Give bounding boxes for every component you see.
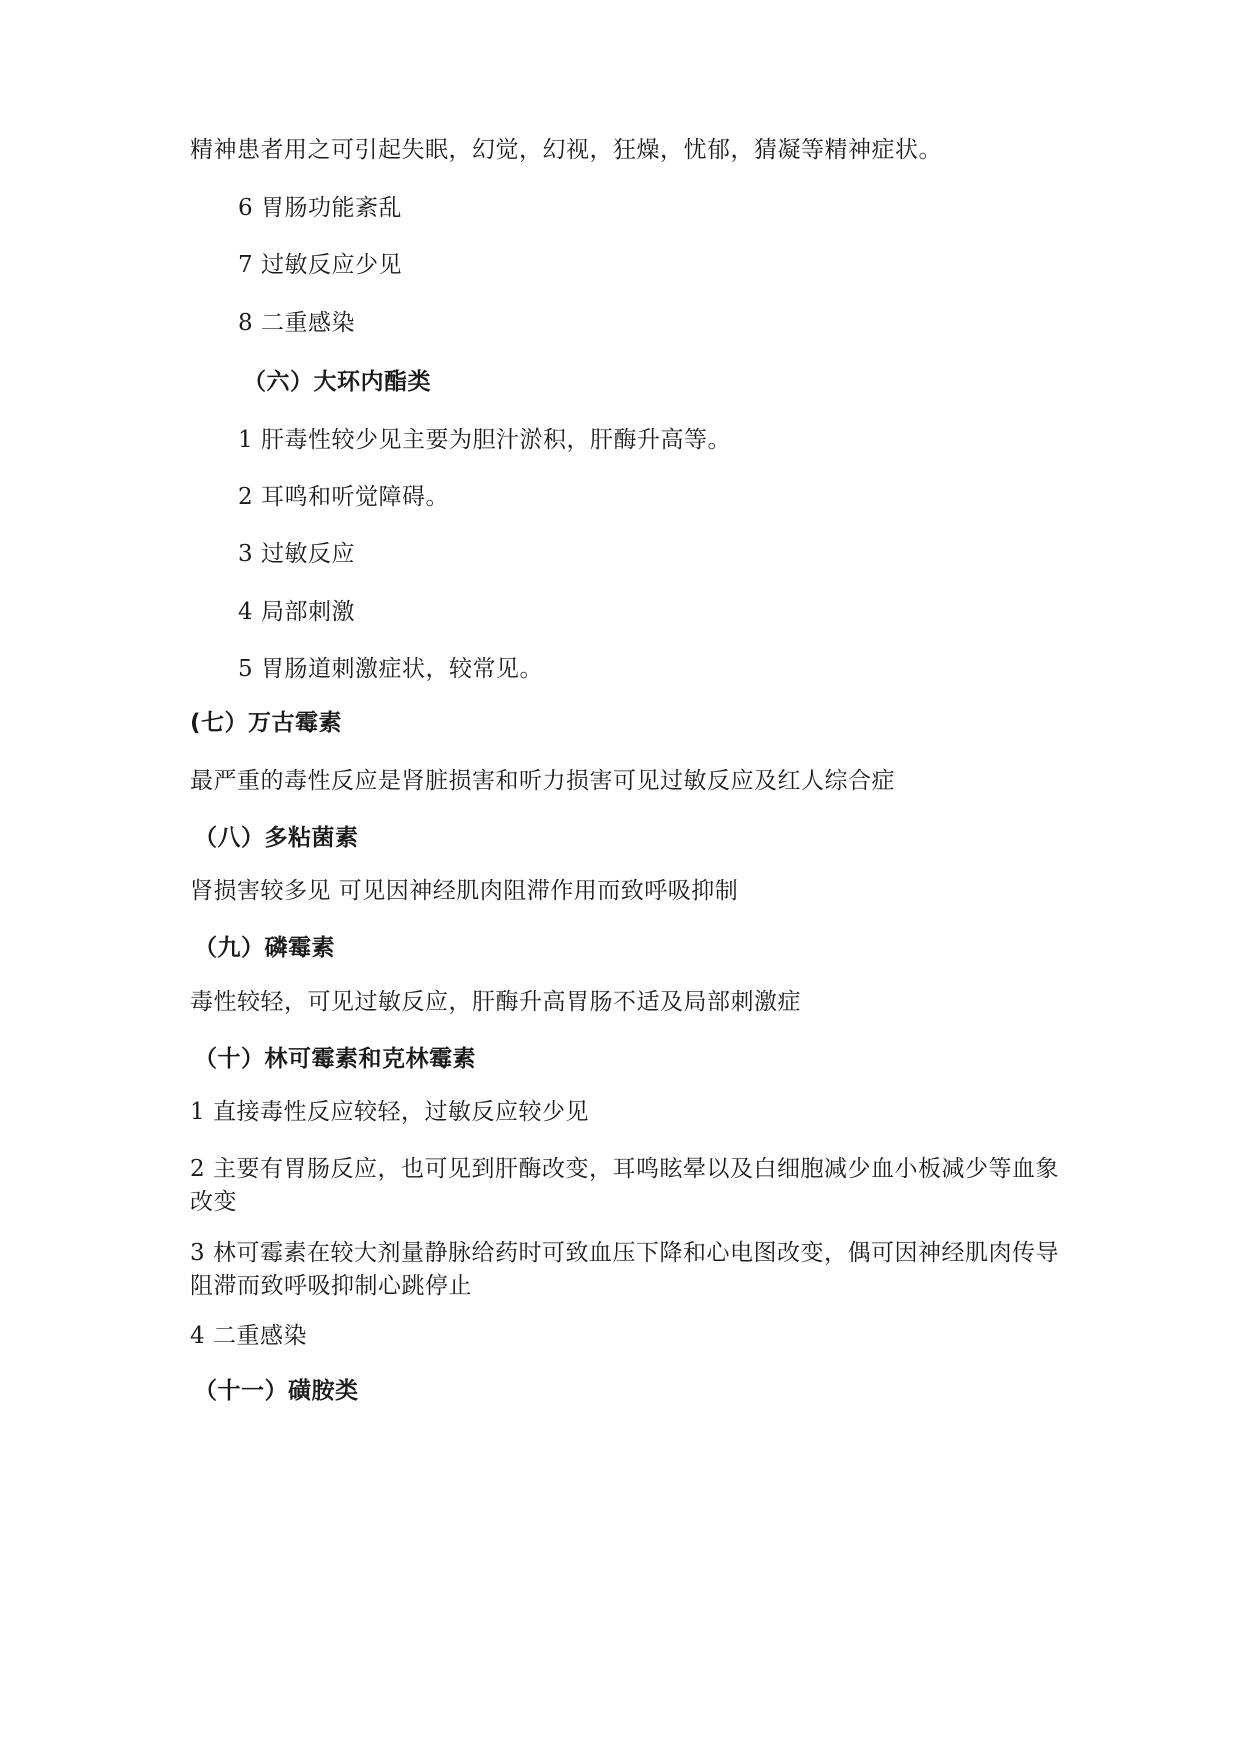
list-item: 6 胃肠功能紊乱: [238, 195, 402, 221]
list-item: 4 局部刺激: [238, 599, 355, 625]
section-heading: （九）磷霉素: [194, 935, 335, 961]
list-item: 1 肝毒性较少见主要为胆汁淤积，肝酶升高等。: [238, 427, 731, 453]
section-heading: （六）大环内酯类: [243, 369, 431, 395]
list-item: 8 二重感染: [238, 310, 355, 336]
list-item: 1 直接毒性反应较轻，过敏反应较少见: [190, 1099, 589, 1125]
section-heading: (七）万古霉素: [190, 710, 343, 736]
list-item: 5 胃肠道刺激症状，较常见。: [238, 656, 543, 682]
list-item: 2 主要有胃肠反应，也可见到肝酶改变，耳鸣眩晕以及白细胞减少血小板减少等血象改变: [190, 1156, 1059, 1215]
section-heading: （十一）磺胺类: [194, 1378, 359, 1404]
paragraph: 最严重的毒性反应是肾脏损害和听力损害可见过敏反应及红人综合症: [190, 768, 895, 794]
list-item: 3 林可霉素在较大剂量静脉给药时可致血压下降和心电图改变，偶可因神经肌肉传导阻滞而致呼吸抑制心跳停止: [190, 1240, 1059, 1299]
list-item: 7 过敏反应少见: [238, 252, 402, 278]
paragraph: 精神患者用之可引起失眠，幻觉，幻视，狂燥，忧郁，猜凝等精神症状。: [190, 137, 942, 163]
list-item: 4 二重感染: [190, 1323, 307, 1349]
paragraph: 肾损害较多见 可见因神经肌肉阻滞作用而致呼吸抑制: [190, 878, 739, 904]
section-heading: （八）多粘菌素: [194, 825, 359, 851]
paragraph: 毒性较轻，可见过敏反应，肝酶升高胃肠不适及局部刺激症: [190, 989, 801, 1015]
list-item: 2 耳鸣和听觉障碍。: [238, 484, 449, 510]
list-item: 3 过敏反应: [238, 541, 355, 567]
section-heading: （十）林可霉素和克林霉素: [194, 1046, 476, 1072]
